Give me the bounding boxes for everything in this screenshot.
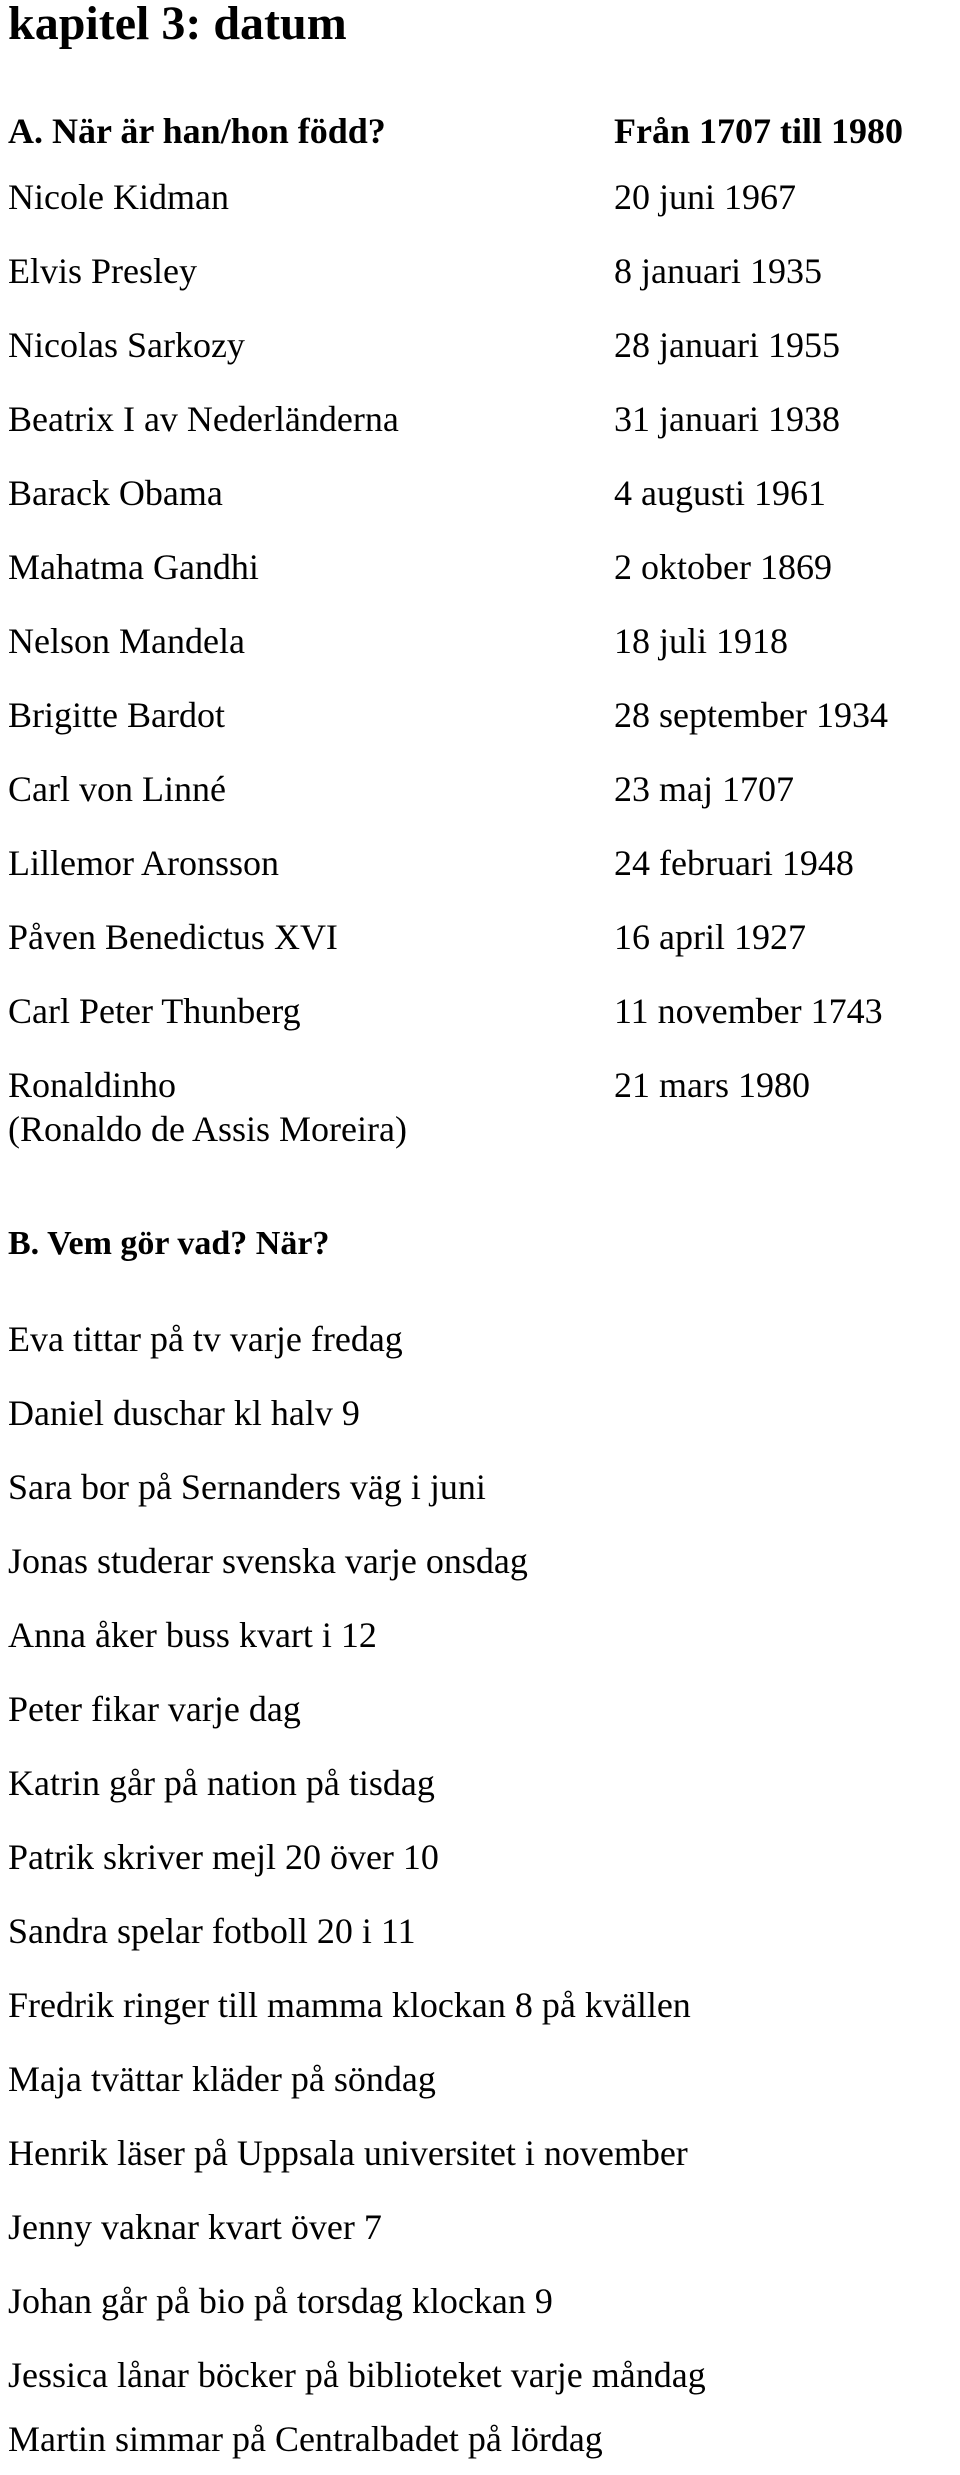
activity-item: Jenny vaknar kvart över 7 — [8, 2207, 382, 2247]
birth-row — [0, 250, 960, 304]
birth-date: 28 september 1934 — [614, 695, 888, 735]
birth-row — [0, 176, 960, 230]
page-title: kapitel 3: datum — [8, 0, 347, 50]
birth-date: 23 maj 1707 — [614, 769, 794, 809]
person-name — [8, 1064, 407, 1150]
birth-row — [0, 546, 960, 600]
activity-item: Daniel duschar kl halv 9 — [8, 1393, 360, 1433]
activity-item: Anna åker buss kvart i 12 — [8, 1615, 377, 1655]
person-name-line2: (Ronaldo de Assis Moreira) — [8, 1109, 407, 1149]
birth-date: 18 juli 1918 — [614, 621, 789, 661]
person-name: Nelson Mandela — [8, 621, 245, 661]
birth-row — [0, 472, 960, 526]
birth-row — [0, 916, 960, 970]
birth-date: 28 januari 1955 — [614, 325, 840, 365]
person-name: Nicolas Sarkozy — [8, 325, 245, 365]
person-name-line1: Ronaldinho — [8, 1065, 176, 1105]
person-name: Brigitte Bardot — [8, 695, 225, 735]
activity-item: Henrik läser på Uppsala universitet i november — [8, 2133, 688, 2173]
birth-date: 24 februari 1948 — [614, 843, 854, 883]
section-a-question: A. När är han/hon född? — [8, 111, 386, 151]
activity-item: Eva tittar på tv varje fredag — [8, 1319, 403, 1359]
birth-row — [0, 398, 960, 452]
birth-row — [0, 694, 960, 748]
birth-date: 16 april 1927 — [614, 917, 806, 957]
activity-item: Sara bor på Sernanders väg i juni — [8, 1467, 486, 1507]
person-name: Elvis Presley — [8, 251, 197, 291]
section-a-header — [0, 110, 960, 174]
person-name: Barack Obama — [8, 473, 223, 513]
activity-item: Katrin går på nation på tisdag — [8, 1763, 435, 1803]
activity-item: Sandra spelar fotboll 20 i 11 — [8, 1911, 416, 1951]
birth-date: 20 juni 1967 — [614, 177, 797, 217]
birth-date: 4 augusti 1961 — [614, 473, 826, 513]
person-name: Beatrix I av Nederländerna — [8, 399, 399, 439]
birth-row — [0, 842, 960, 896]
activity-item: Fredrik ringer till mamma klockan 8 på kvällen — [8, 1985, 691, 2025]
birth-date: 8 januari 1935 — [614, 251, 822, 291]
activity-item: Maja tvättar kläder på söndag — [8, 2059, 436, 2099]
activity-item: Patrik skriver mejl 20 över 10 — [8, 1837, 439, 1877]
birth-row — [0, 324, 960, 378]
activity-item: Johan går på bio på torsdag klockan 9 — [8, 2281, 553, 2321]
birth-row — [0, 1064, 960, 1164]
section-b-heading: B. Vem gör vad? När? — [8, 1225, 330, 1262]
person-name: Lillemor Aronsson — [8, 843, 279, 883]
person-name: Carl von Linné — [8, 769, 226, 809]
birth-row — [0, 620, 960, 674]
person-name: Nicole Kidman — [8, 177, 229, 217]
activity-item: Jonas studerar svenska varje onsdag — [8, 1541, 528, 1581]
birth-row — [0, 990, 960, 1044]
person-name: Mahatma Gandhi — [8, 547, 259, 587]
activity-item: Martin simmar på Centralbadet på lördag — [8, 2419, 603, 2459]
person-name: Påven Benedictus XVI — [8, 917, 338, 957]
birth-row — [0, 768, 960, 822]
birth-date: 21 mars 1980 — [614, 1065, 810, 1105]
person-name: Carl Peter Thunberg — [8, 991, 301, 1031]
birth-date: 11 november 1743 — [614, 991, 883, 1031]
birth-date: 2 oktober 1869 — [614, 547, 832, 587]
activity-item: Jessica lånar böcker på biblioteket varje måndag — [8, 2355, 706, 2395]
section-a-range: Från 1707 till 1980 — [614, 111, 903, 151]
activity-item: Peter fikar varje dag — [8, 1689, 301, 1729]
birth-date: 31 januari 1938 — [614, 399, 840, 439]
